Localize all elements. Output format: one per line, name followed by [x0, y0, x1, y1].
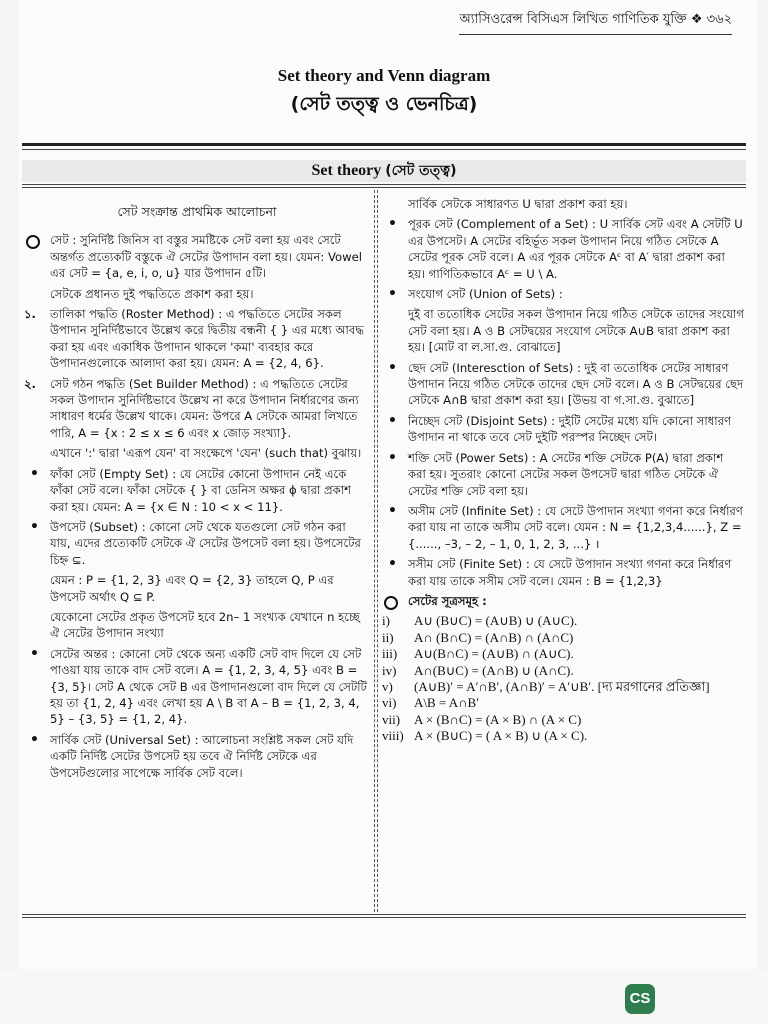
formula-row — [382, 695, 744, 711]
list-item — [24, 732, 370, 781]
column-divider — [374, 190, 375, 912]
circle-bullet-icon — [26, 235, 40, 249]
item-text: পূরক সেট (Complement of a Set) : U সার্বিক সেট এবং A সেটটি U এর উপসেট। A সেটের বহির্ভূত সকল উপাদান নিয়ে গঠিত সেটকে A সেটের পূরক সেট বলে। A এর পূরক সেটকে Aᶜ বা A′ দ্বারা প্রকাশ করা হয়। গাণিতিকভাবে Aᶜ = U \ A. — [408, 217, 743, 281]
list-item — [382, 196, 744, 212]
bullet-icon: • — [388, 502, 397, 519]
bullet-icon: • — [388, 286, 397, 303]
formula-text: A∪(B∩C) = (A∪B) ∩ (A∪C). — [414, 646, 574, 662]
formula-section — [382, 593, 744, 609]
item-text: সার্বিক সেট (Universal Set) : আলোচনা সংশ্লিষ্ট সকল সেট যদি একটি নির্দিষ্ট সেটের উপসেট হয় তবে ঐ নির্দিষ্ট সেটকে এর উপসেটগুলোর সাপেক্ষে সার্বিক সেট বলে। — [50, 732, 354, 780]
left-column — [24, 196, 370, 785]
bullet-icon: • — [388, 216, 397, 233]
left-item-list — [24, 232, 370, 781]
formula-row — [382, 728, 744, 744]
bullet-icon: • — [388, 449, 397, 466]
list-item — [382, 360, 744, 409]
formula-row — [382, 630, 744, 646]
formula-list — [382, 613, 744, 744]
page-subtitle: (সেট তত্ত্ব ও ভেনচিত্র) — [290, 93, 478, 115]
divider-rule — [22, 917, 746, 918]
section-title: Set theory — [311, 162, 382, 179]
formula-row — [382, 712, 744, 728]
item-text: সেট : সুনির্দিষ্ট জিনিস বা বস্তুর সমষ্টিকে সেট বলা হয় এবং সেটে অন্তর্গত প্রত্যেকটি বস্তুকে ঐ সেটের উপাদান বলা হয়। যেমন: Vowel এর সেট = {a, e, i, o, u} যার উপাদান ৫টি। — [50, 233, 362, 281]
formula-text: A∩ (B∩C) = (A∩B) ∩ (A∩C) — [414, 629, 574, 645]
intro-heading: সেট সংক্রান্ত প্রাথমিক আলোচনা — [117, 204, 277, 219]
divider-rule — [22, 184, 746, 185]
formula-text: A × (B∩C) = (A × B) ∩ (A × C) — [414, 711, 582, 727]
formula-row — [382, 679, 744, 695]
page-title: Set theory and Venn diagram — [277, 66, 491, 85]
divider-rule — [22, 187, 746, 188]
divider-rule — [22, 914, 746, 915]
formula-text: A × (B∪C) = ( A × B) ∪ (A × C). — [414, 728, 588, 744]
bullet-icon: • — [30, 731, 39, 748]
list-item — [24, 466, 370, 515]
item-text: সার্বিক সেটকে সাধারণত U দ্বারা প্রকাশ করা হয়। — [408, 197, 628, 211]
camscanner-badge: CS — [625, 984, 655, 1014]
item-text: নিচ্ছেদ সেট (Disjoint Sets) : দুইটি সেটের মধ্যে যদি কোনো সাধারণ উপাদান না থাকে তবে সেট দুইটি পরস্পর নিচ্ছেদ সেট। — [408, 413, 732, 445]
item-text: সেট গঠন পদ্ধতি (Set Builder Method) : এ পদ্ধতিতে সেটের সকল উপাদান সুনির্দিষ্টভাবে উল্লেখ না করে উপাদান নির্ধারণের জন্য সাধারণ ধর্মের উল্লেখ থাকে। যেমন: উপরে A সেটকে আমরা লিখতে পারি, A = {x : 2 ≤ x ≤ 6 এবং x জোড় সংখ্যা}. — [50, 376, 359, 440]
formula-row — [382, 663, 744, 679]
list-item — [382, 216, 744, 282]
item-text: যেমন : P = {1, 2, 3} এবং Q = {2, 3} তাহলে Q, P এর উপসেট অর্থাৎ Q ⊆ P. — [50, 573, 334, 604]
item-text: সেটকে প্রধানত দুই পদ্ধতিতে প্রকাশ করা হয়। — [50, 286, 254, 301]
item-text: শক্তি সেট (Power Sets) : A সেটের শক্তি সেটকে P(A) দ্বারা প্রকাশ করা হয়। সুতরাং কোনো সেটের সকল উপসেট দ্বারা গঠিত সেটকে ঐ সেটের শক্তি সেট বলা হয়। — [408, 450, 724, 498]
list-item — [382, 556, 744, 589]
formula-number: v) — [382, 678, 393, 694]
item-text: ফাঁকা সেট (Empty Set) : যে সেটের কোনো উপাদান নেই একে ফাঁকা সেট বলে। ফাঁকা সেটকে { } বা ডেনিস অক্ষর ϕ দ্বারা প্রকাশ করা হয়। যেমন: A = {x ∈ N : 10 < x < 11}. — [50, 466, 352, 514]
list-item — [24, 286, 370, 302]
item-text: এখানে ':' দ্বারা 'এরূপ যেন' বা সংক্ষেপে 'যেন' (such that) বুঝায়। — [50, 446, 362, 461]
list-item — [382, 413, 744, 446]
section-banner — [22, 160, 746, 182]
list-item — [382, 450, 744, 499]
right-item-list — [382, 196, 744, 589]
formula-heading: সেটের সূত্রসমূহ : — [408, 593, 487, 608]
list-item — [24, 609, 370, 642]
item-text: সসীম সেট (Finite Set) : যে সেটে উপাদান সংখ্যা গণনা করে নির্ধারণ করা যায় তাকে সসীম সেট বলে। যেমন : B = {1,2,3} — [408, 557, 732, 588]
list-item — [24, 306, 370, 372]
divider-rule — [22, 149, 746, 150]
list-item — [24, 376, 370, 442]
divider-rule — [22, 143, 746, 146]
formula-text: A∩(B∪C) = (A∩B) ∪ (A∩C). — [414, 662, 574, 678]
bullet-icon: • — [388, 556, 397, 573]
formula-text: (A∪B)′ = A′∩B′, (A∩B)′ = A′∪B′. [দ্য মরগানের প্রতিজ্ঞা] — [414, 678, 710, 694]
bullet-icon: • — [388, 359, 397, 376]
bullet-icon: • — [30, 518, 39, 535]
formula-number: iii) — [382, 646, 398, 662]
formula-number: viii) — [382, 728, 404, 744]
formula-row — [382, 613, 744, 629]
formula-number: vi) — [382, 695, 397, 711]
formula-text: A∪ (B∪C) = (A∪B) ∪ (A∪C). — [414, 613, 578, 629]
formula-text: A\B = A∩B′ — [414, 695, 480, 711]
section-title-bn: (সেট তত্ত্ব) — [385, 163, 457, 179]
column-divider — [377, 190, 378, 912]
circle-bullet-icon — [384, 596, 398, 610]
list-item — [24, 232, 370, 281]
item-number: ২. — [24, 376, 36, 391]
bullet-icon: • — [388, 412, 397, 429]
formula-row — [382, 646, 744, 662]
list-item — [382, 503, 744, 552]
item-text: যেকোনো সেটের প্রকৃত উপসেট হবে 2n– 1 সংখ্যক যেখানে n হচ্ছে ঐ সেটের উপাদান সংখ্যা — [50, 609, 360, 641]
formula-number: vii) — [382, 711, 401, 727]
item-text: উপসেট (Subset) : কোনো সেট থেকে যতগুলো সেট গঠন করা যায়, এদের প্রত্যেকটি সেটকে ঐ সেটের উপসেট বলা হয়। উপসেটের চিহ্ন ⊆. — [50, 519, 361, 567]
formula-number: i) — [382, 613, 390, 629]
formula-number: ii) — [382, 629, 394, 645]
item-text: সেটের অন্তর : কোনো সেট থেকে অন্য একটি সেট বাদ দিলে যে সেট পাওয়া যায় তাকে বাদ সেট বলে। A = {1, 2, 3, 4, 5} এবং B = {3, 5}। সেট A থেকে সেট B এর উপাদানগুলো বাদ দিলে যে সেটটি হয় তা {1, 2, 4} এবং লেখা হয় A \ B বা A – B = {1, 2, 3, 4, 5} – {3, 5} = {1, 2, 4}. — [50, 646, 367, 727]
item-text: সংযোগ সেট (Union of Sets) : — [408, 287, 563, 302]
running-header: অ্যাসিওরেন্স বিসিএস লিখিত গাণিতিক যুক্তি ❖ ৩৬২ — [459, 10, 732, 35]
list-item — [24, 572, 370, 605]
bullet-icon: • — [30, 645, 39, 662]
bullet-icon: • — [30, 465, 39, 482]
formula-number: iv) — [382, 662, 397, 678]
item-number: ১. — [24, 307, 36, 322]
item-text: তালিকা পদ্ধতি (Roster Method) : এ পদ্ধতিতে সেটের সকল উপাদান সুনির্দিষ্টভাবে উল্লেখ করে দ্বিতীয় বন্ধনী { } এর মধ্যে আবদ্ধ করা হয় এবং একাধিক উপাদান থাকলে 'কমা' ব্যবহার করে উপাদানগুলোকে আলাদা করা হয়। যেমন: A = {2, 4, 6}. — [50, 307, 364, 371]
item-text: ছেদ সেট (Interesction of Sets) : দুই বা ততোধিক সেটের সাধারণ উপাদান নিয়ে গঠিত সেটকে তাদের ছেদ সেট বলে। A ও B সেটদ্বয়ের ছেদ সেটকে A∩B দ্বারা প্রকাশ করা হয়। [উভয় বা গ.সা.গু. বুঝাতে] — [408, 360, 744, 408]
list-item — [382, 306, 744, 355]
list-item — [24, 646, 370, 728]
list-item — [382, 286, 744, 302]
item-text: অসীম সেট (Infinite Set) : যে সেটে উপাদান সংখ্যা গণনা করে নির্ধারণ করা যায় না তাকে অসীম সেট বলে। যেমন : N = {1,2,3,4......}, Z = {......, –3, – 2, – 1, 0, 1, 2, 3, ...} । — [408, 503, 743, 551]
item-text: দুই বা ততোধিক সেটের সকল উপাদান নিয়ে গঠিত সেটকে তাদের সংযোগ সেট বলা হয়। A ও B সেটদ্বয়ের সংযোগ সেটকে A∪B দ্বারা প্রকাশ করা হয়। [মোট বা ল.সা.গু. বোঝাতে] — [408, 307, 745, 355]
right-column — [382, 196, 744, 745]
list-item — [24, 519, 370, 568]
list-item — [24, 445, 370, 461]
